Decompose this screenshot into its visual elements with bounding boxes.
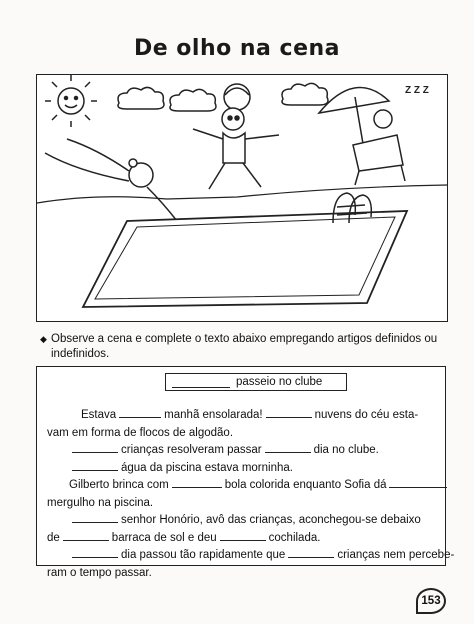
text-title-box (165, 373, 347, 391)
text-line: vam em forma de flocos de algodão. (47, 426, 234, 439)
cloud-icon (170, 89, 216, 111)
snore-text: Z Z Z (405, 85, 429, 96)
text-line: água da piscina estava morninha. (47, 460, 439, 478)
answer-blank[interactable] (220, 530, 266, 541)
text-line: ram o tempo passar. (47, 566, 152, 579)
text-line: mergulho na piscina. (47, 496, 154, 509)
pool-scene-drawing (37, 75, 447, 321)
answer-blank[interactable] (63, 530, 109, 541)
answer-blank[interactable] (288, 547, 334, 558)
swimming-pool (83, 211, 407, 307)
answer-blank[interactable] (72, 547, 118, 558)
exercise-text-box (36, 366, 455, 579)
text-line: crianças resolveram passar dia no clube. (47, 442, 439, 460)
answer-blank[interactable] (389, 477, 447, 488)
answer-blank[interactable] (266, 407, 312, 418)
text-line: Gilberto brinca com bola colorida enquanto Sofia dá (47, 477, 439, 495)
sleeping-grandfather (353, 110, 405, 185)
text-line: senhor Honório, avô das crianças, aconchegou-se debaixo (47, 512, 439, 530)
title-blank[interactable] (172, 376, 230, 388)
answer-blank[interactable] (72, 442, 118, 453)
answer-blank[interactable] (72, 460, 118, 471)
instruction (40, 332, 440, 362)
cloud-icon (282, 83, 328, 105)
page-number: 153 (416, 588, 446, 614)
cloud-icon (118, 87, 164, 109)
text-line: dia passou tão rapidamente que crianças nem percebe- (47, 547, 439, 565)
bullet-icon: ◆ (40, 334, 47, 344)
answer-blank[interactable] (172, 477, 222, 488)
instruction-text: Observe a cena e complete o texto abaixo empregando artigos definidos ou indefinidos. (51, 333, 438, 360)
text-title: passeio no clube (236, 376, 323, 388)
girl-sofia (45, 139, 177, 221)
text-line: Estava manhã ensolarada! nuvens do céu esta- (81, 409, 419, 421)
page-title: De olho na cena (133, 36, 341, 61)
exercise-lines (47, 407, 455, 582)
scene-illustration (36, 74, 448, 322)
text-line: de barraca de sol e deu cochilada. (47, 531, 321, 544)
answer-blank[interactable] (119, 407, 161, 418)
answer-blank[interactable] (265, 442, 311, 453)
sun-icon (45, 75, 97, 127)
answer-blank[interactable] (72, 512, 118, 523)
